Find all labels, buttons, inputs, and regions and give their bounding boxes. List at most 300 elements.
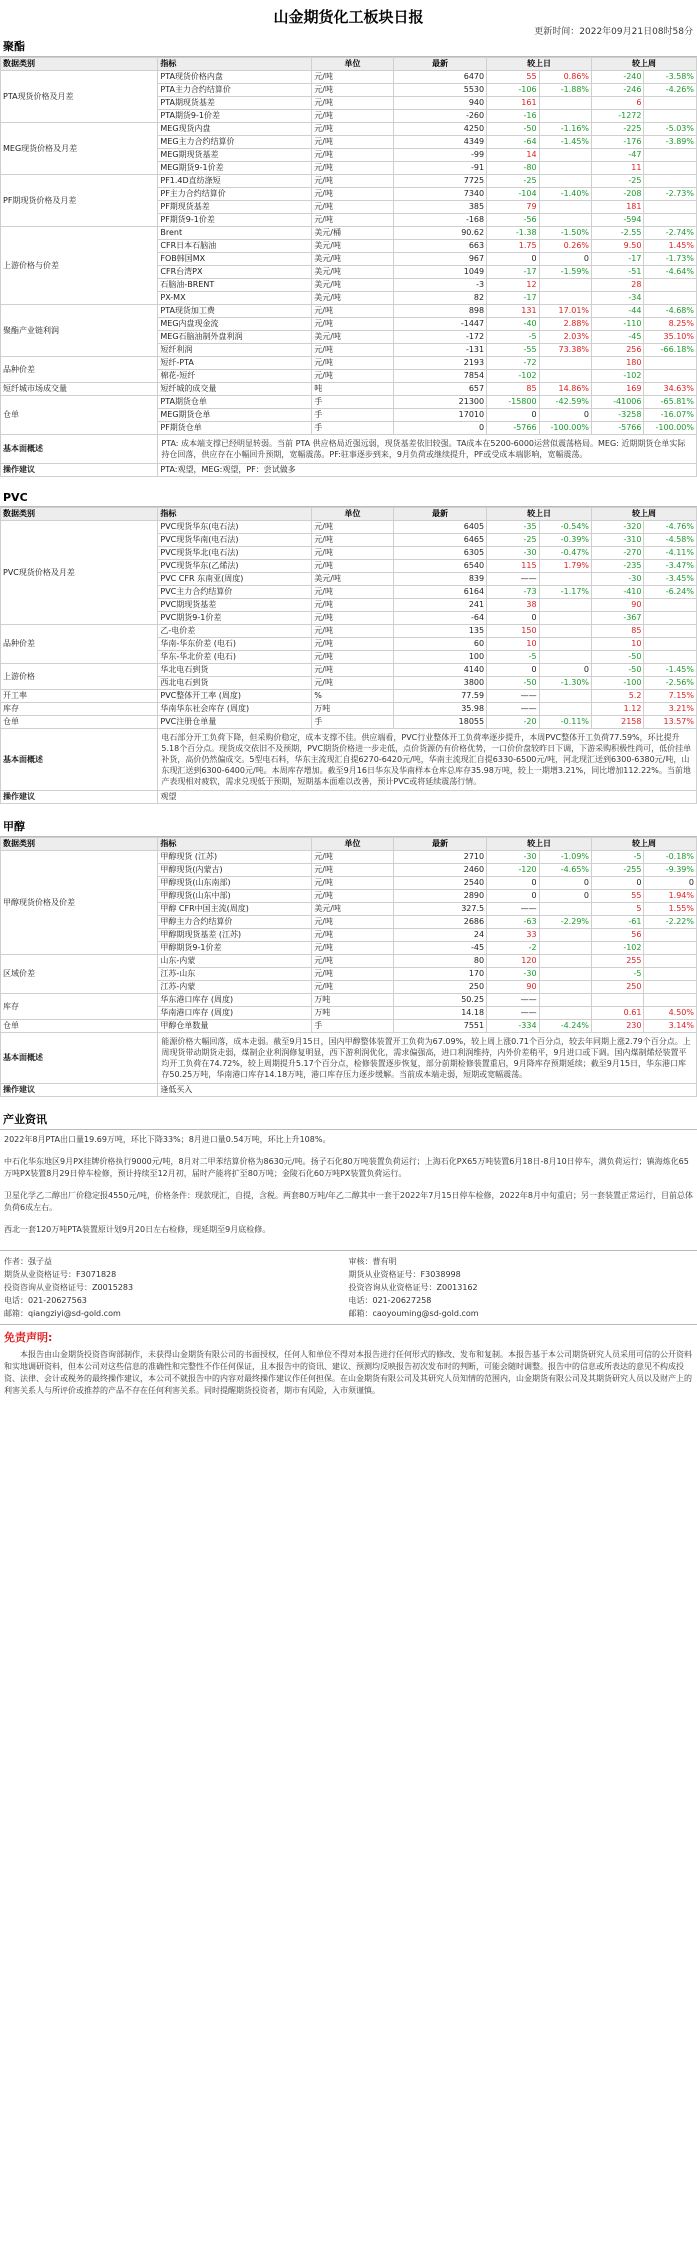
row-unit: 元/吨 bbox=[312, 955, 394, 968]
advice-label: 操作建议 bbox=[1, 791, 158, 804]
industry-paragraph: 2022年8月PTA出口量19.69万吨，环比下降33%；8月进口量0.54万吨，环比上升108%。 bbox=[4, 1135, 331, 1144]
author-line: 电话：021-20627563 bbox=[4, 1296, 87, 1305]
row-latest: 4250 bbox=[393, 123, 486, 136]
row-day-pct: 2.03% bbox=[539, 331, 591, 344]
row-unit: 元/吨 bbox=[312, 110, 394, 123]
row-indicator: PVC主力合约结算价 bbox=[158, 586, 312, 599]
advice-row bbox=[1, 1084, 697, 1097]
row-week-pct: 1.55% bbox=[644, 903, 697, 916]
row-day-pct: -0.54% bbox=[539, 521, 591, 534]
row-day-pct bbox=[539, 942, 591, 955]
row-day-change: -20 bbox=[487, 716, 539, 729]
row-group-label: PVC现货价格及月差 bbox=[1, 521, 158, 625]
row-week-change: -310 bbox=[592, 534, 644, 547]
row-day-change: -104 bbox=[487, 188, 539, 201]
row-day-change: 115 bbox=[487, 560, 539, 573]
row-indicator: 棉花-短纤 bbox=[158, 370, 312, 383]
row-day-change: -106 bbox=[487, 84, 539, 97]
row-unit: 元/吨 bbox=[312, 201, 394, 214]
row-latest: 385 bbox=[393, 201, 486, 214]
table-row bbox=[1, 955, 697, 968]
industry-info bbox=[0, 1130, 697, 1250]
advice-row bbox=[1, 464, 697, 477]
header-latest: 最新 bbox=[393, 508, 486, 521]
row-group-label: 品种价差 bbox=[1, 357, 158, 383]
section-polyester: 聚酯 bbox=[0, 36, 697, 57]
row-latest: 2540 bbox=[393, 877, 486, 890]
row-week-pct: -2.74% bbox=[644, 227, 697, 240]
row-week-change: 181 bbox=[592, 201, 644, 214]
header-unit: 单位 bbox=[312, 508, 394, 521]
row-latest: -260 bbox=[393, 110, 486, 123]
basic-text: PTA: 成本端支撑已经明显转弱。当前 PTA 供应格局近强远弱，现货基差依旧较强。TA成本在5200-6000运营似震荡格局。MEG: 近期期货仓单实际持仓回落，供应存在小幅回升预期，宽幅震荡。PF:驻事逐步到来，9月负荷或继续提升，PF或受成本端影响，宽幅震荡。 bbox=[158, 435, 697, 464]
row-week-pct: -4.26% bbox=[644, 84, 697, 97]
row-week-change: 90 bbox=[592, 599, 644, 612]
row-indicator: 短纤城的成交量 bbox=[158, 383, 312, 396]
row-group-label: 上游价格与价差 bbox=[1, 227, 158, 305]
row-week-change: 11 bbox=[592, 162, 644, 175]
row-day-pct bbox=[539, 981, 591, 994]
row-latest: 940 bbox=[393, 97, 486, 110]
row-week-change: -61 bbox=[592, 916, 644, 929]
row-day-change: -5766 bbox=[487, 422, 539, 435]
row-indicator: PF期货仓单 bbox=[158, 422, 312, 435]
row-latest: 82 bbox=[393, 292, 486, 305]
row-week-change: 5 bbox=[592, 903, 644, 916]
table-row bbox=[1, 71, 697, 84]
row-day-pct: 0 bbox=[539, 409, 591, 422]
row-week-change: -594 bbox=[592, 214, 644, 227]
row-day-pct bbox=[539, 149, 591, 162]
row-day-change: 38 bbox=[487, 599, 539, 612]
row-week-pct: 8.25% bbox=[644, 318, 697, 331]
header-category: 数据类别 bbox=[1, 838, 158, 851]
row-latest: 4349 bbox=[393, 136, 486, 149]
author-line: 投资咨询从业资格证号：Z0015283 bbox=[4, 1283, 134, 1292]
row-indicator: PVC现货华南(电石法) bbox=[158, 534, 312, 547]
row-day-change: 0 bbox=[487, 890, 539, 903]
row-group-label: 聚酯产业链利润 bbox=[1, 305, 158, 357]
row-day-change: -102 bbox=[487, 370, 539, 383]
row-week-change: -50 bbox=[592, 664, 644, 677]
row-week-change: 1.12 bbox=[592, 703, 644, 716]
row-day-change: 85 bbox=[487, 383, 539, 396]
row-indicator: 甲醇期现货基差 (江苏) bbox=[158, 929, 312, 942]
row-unit: 元/吨 bbox=[312, 625, 394, 638]
row-week-change: -5766 bbox=[592, 422, 644, 435]
row-week-change: -51 bbox=[592, 266, 644, 279]
row-group-label: 开工率 bbox=[1, 690, 158, 703]
row-day-pct bbox=[539, 703, 591, 716]
row-latest: -1447 bbox=[393, 318, 486, 331]
row-week-change: 250 bbox=[592, 981, 644, 994]
row-day-pct bbox=[539, 162, 591, 175]
row-day-pct bbox=[539, 292, 591, 305]
table-row bbox=[1, 994, 697, 1007]
row-latest: 250 bbox=[393, 981, 486, 994]
basic-label: 基本面概述 bbox=[1, 729, 158, 791]
row-day-change: —— bbox=[487, 573, 539, 586]
row-day-pct: -42.59% bbox=[539, 396, 591, 409]
row-day-change: 0 bbox=[487, 612, 539, 625]
row-group-label: 仓单 bbox=[1, 716, 158, 729]
row-indicator: 华南-华东价差 (电石) bbox=[158, 638, 312, 651]
row-latest: -3 bbox=[393, 279, 486, 292]
row-day-pct bbox=[539, 968, 591, 981]
update-time: 更新时间：2022年09月21日08时58分 bbox=[534, 27, 693, 37]
row-indicator: PF期货9-1价差 bbox=[158, 214, 312, 227]
advice-row bbox=[1, 791, 697, 804]
row-unit: 元/吨 bbox=[312, 877, 394, 890]
row-day-change: —— bbox=[487, 690, 539, 703]
row-week-pct bbox=[644, 994, 697, 1007]
row-indicator: PVC期货9-1价差 bbox=[158, 612, 312, 625]
header-category: 数据类别 bbox=[1, 58, 158, 71]
header-prev-week: 较上周 bbox=[592, 508, 697, 521]
table-header bbox=[1, 508, 697, 521]
row-week-pct bbox=[644, 625, 697, 638]
row-day-pct bbox=[539, 1007, 591, 1020]
row-day-pct: -0.47% bbox=[539, 547, 591, 560]
row-week-pct: 1.45% bbox=[644, 240, 697, 253]
row-latest: -172 bbox=[393, 331, 486, 344]
row-indicator: 华北电石到货 bbox=[158, 664, 312, 677]
row-week-change: -25 bbox=[592, 175, 644, 188]
row-week-pct bbox=[644, 599, 697, 612]
row-unit: 元/吨 bbox=[312, 638, 394, 651]
row-latest: 17010 bbox=[393, 409, 486, 422]
row-week-pct: -1.73% bbox=[644, 253, 697, 266]
row-latest: 2460 bbox=[393, 864, 486, 877]
row-unit: 元/吨 bbox=[312, 890, 394, 903]
row-indicator: PTA现货加工费 bbox=[158, 305, 312, 318]
row-indicator: 华东港口库存 (周度) bbox=[158, 994, 312, 1007]
row-week-change: -2.55 bbox=[592, 227, 644, 240]
row-week-change: -41006 bbox=[592, 396, 644, 409]
row-week-change: 10 bbox=[592, 638, 644, 651]
row-day-change: 0 bbox=[487, 253, 539, 266]
row-week-change: -208 bbox=[592, 188, 644, 201]
row-indicator: 乙-电价差 bbox=[158, 625, 312, 638]
row-day-change: -5 bbox=[487, 651, 539, 664]
row-day-change: -30 bbox=[487, 547, 539, 560]
row-day-change: -16 bbox=[487, 110, 539, 123]
row-day-pct: -1.88% bbox=[539, 84, 591, 97]
row-latest: 6405 bbox=[393, 521, 486, 534]
pvc-table bbox=[0, 507, 697, 804]
row-unit: 美元/吨 bbox=[312, 253, 394, 266]
row-week-pct: -3.89% bbox=[644, 136, 697, 149]
row-day-change: 0 bbox=[487, 664, 539, 677]
row-week-pct bbox=[644, 955, 697, 968]
header-unit: 单位 bbox=[312, 58, 394, 71]
header-unit: 单位 bbox=[312, 838, 394, 851]
row-week-pct: -100.00% bbox=[644, 422, 697, 435]
row-latest: 100 bbox=[393, 651, 486, 664]
row-latest: -45 bbox=[393, 942, 486, 955]
row-day-pct bbox=[539, 651, 591, 664]
row-day-change: -50 bbox=[487, 677, 539, 690]
section-industry-info: 产业资讯 bbox=[0, 1109, 697, 1130]
row-indicator: 甲醇 CFR中国主流(周度) bbox=[158, 903, 312, 916]
author-column bbox=[4, 1255, 349, 1320]
row-week-pct bbox=[644, 149, 697, 162]
row-latest: 839 bbox=[393, 573, 486, 586]
row-indicator: MEG内盘现金流 bbox=[158, 318, 312, 331]
row-indicator: 甲醇现货(内蒙古) bbox=[158, 864, 312, 877]
row-day-change: -80 bbox=[487, 162, 539, 175]
row-unit: 元/吨 bbox=[312, 214, 394, 227]
row-week-pct: -4.58% bbox=[644, 534, 697, 547]
row-indicator: PF期现货基差 bbox=[158, 201, 312, 214]
row-day-change: -25 bbox=[487, 534, 539, 547]
row-week-pct bbox=[644, 651, 697, 664]
row-day-pct bbox=[539, 214, 591, 227]
row-week-pct: 0 bbox=[644, 877, 697, 890]
row-week-change: -50 bbox=[592, 651, 644, 664]
row-week-change: -100 bbox=[592, 677, 644, 690]
row-unit: 元/吨 bbox=[312, 162, 394, 175]
row-day-change: 1.75 bbox=[487, 240, 539, 253]
row-unit: 元/吨 bbox=[312, 851, 394, 864]
row-latest: 24 bbox=[393, 929, 486, 942]
row-indicator: 短纤-PTA bbox=[158, 357, 312, 370]
row-unit: 元/吨 bbox=[312, 521, 394, 534]
row-week-pct bbox=[644, 638, 697, 651]
row-indicator: 山东-内蒙 bbox=[158, 955, 312, 968]
row-day-change: 0 bbox=[487, 877, 539, 890]
row-day-change: 90 bbox=[487, 981, 539, 994]
row-day-change: -63 bbox=[487, 916, 539, 929]
row-day-pct: 2.88% bbox=[539, 318, 591, 331]
table-row bbox=[1, 383, 697, 396]
header-indicator: 指标 bbox=[158, 58, 312, 71]
table-row bbox=[1, 664, 697, 677]
header-indicator: 指标 bbox=[158, 838, 312, 851]
header-indicator: 指标 bbox=[158, 508, 312, 521]
row-group-label: 甲醇现货价格及价差 bbox=[1, 851, 158, 955]
disclaimer-title: 免责声明: bbox=[4, 1331, 53, 1344]
row-latest: 7854 bbox=[393, 370, 486, 383]
row-week-change: -410 bbox=[592, 586, 644, 599]
row-week-change: 6 bbox=[592, 97, 644, 110]
table-row bbox=[1, 851, 697, 864]
row-day-change: 33 bbox=[487, 929, 539, 942]
row-week-change: -1272 bbox=[592, 110, 644, 123]
basic-text: 能源价格大幅回落，成本走弱。截至9月15日，国内甲醇整体装置开工负荷为67.09%，较上周上涨0.71个百分点，较去年同期上涨2.79个百分点。上周现货带动期货走弱，煤制企业利润修复明显，西下游利润优化，需求偏强高，进口利润维持，内外价差稍平，9月进口或下调。国内煤制烯烃装置平均开工负荷在74.72%，较上周期提升5.17个百分点，检修装置逐步恢复，部分前期检修装置重启，9月降库存预期延续；截至9月15日，华东港口库存50.25万吨，华南港口库存14.18万吨，港口库存压力逐步缓解。当前成本端走弱，短期或宽幅震荡。 bbox=[158, 1033, 697, 1084]
row-indicator: 华东-华北价差 (电石) bbox=[158, 651, 312, 664]
row-indicator: MEG现货内盘 bbox=[158, 123, 312, 136]
row-unit: 手 bbox=[312, 422, 394, 435]
row-week-change: 180 bbox=[592, 357, 644, 370]
row-week-pct: 3.21% bbox=[644, 703, 697, 716]
row-day-change: 10 bbox=[487, 638, 539, 651]
row-week-pct bbox=[644, 97, 697, 110]
basic-row bbox=[1, 729, 697, 791]
row-week-pct: -16.07% bbox=[644, 409, 697, 422]
row-day-pct: 0 bbox=[539, 877, 591, 890]
row-latest: 170 bbox=[393, 968, 486, 981]
row-day-pct: 0 bbox=[539, 253, 591, 266]
row-week-change: 56 bbox=[592, 929, 644, 942]
row-day-pct bbox=[539, 279, 591, 292]
row-latest: 5530 bbox=[393, 84, 486, 97]
row-day-pct: 0 bbox=[539, 664, 591, 677]
row-group-label: PF期现货价格及月差 bbox=[1, 175, 158, 227]
methanol-table bbox=[0, 837, 697, 1097]
row-indicator: PTA期货9-1价差 bbox=[158, 110, 312, 123]
row-unit: 元/吨 bbox=[312, 305, 394, 318]
row-week-change: -225 bbox=[592, 123, 644, 136]
row-day-pct: -100.00% bbox=[539, 422, 591, 435]
row-week-change: 256 bbox=[592, 344, 644, 357]
row-week-change: -176 bbox=[592, 136, 644, 149]
row-week-change: -240 bbox=[592, 71, 644, 84]
row-day-pct: -2.29% bbox=[539, 916, 591, 929]
header-prev-day: 较上日 bbox=[487, 58, 592, 71]
row-day-pct: -0.11% bbox=[539, 716, 591, 729]
row-latest: 18055 bbox=[393, 716, 486, 729]
row-day-change: 55 bbox=[487, 71, 539, 84]
row-unit: 元/吨 bbox=[312, 981, 394, 994]
row-day-pct bbox=[539, 690, 591, 703]
row-unit: 手 bbox=[312, 396, 394, 409]
row-week-pct bbox=[644, 929, 697, 942]
row-indicator: Brent bbox=[158, 227, 312, 240]
row-latest: 80 bbox=[393, 955, 486, 968]
row-day-change: -40 bbox=[487, 318, 539, 331]
row-week-change: 255 bbox=[592, 955, 644, 968]
row-week-pct: 13.57% bbox=[644, 716, 697, 729]
row-week-pct bbox=[644, 370, 697, 383]
row-day-pct bbox=[539, 955, 591, 968]
row-day-change: -5 bbox=[487, 331, 539, 344]
row-week-change: -34 bbox=[592, 292, 644, 305]
row-latest: 135 bbox=[393, 625, 486, 638]
row-unit: 元/吨 bbox=[312, 123, 394, 136]
row-unit: 元/吨 bbox=[312, 149, 394, 162]
row-day-change: -73 bbox=[487, 586, 539, 599]
row-latest: 35.98 bbox=[393, 703, 486, 716]
row-latest: -91 bbox=[393, 162, 486, 175]
row-week-pct bbox=[644, 201, 697, 214]
header-prev-day: 较上日 bbox=[487, 508, 592, 521]
row-day-change: -1.38 bbox=[487, 227, 539, 240]
report-title: 山金期货化工板块日报 bbox=[273, 8, 424, 26]
row-latest: -99 bbox=[393, 149, 486, 162]
header-prev-day: 较上日 bbox=[487, 838, 592, 851]
row-day-change: -55 bbox=[487, 344, 539, 357]
header-latest: 最新 bbox=[393, 58, 486, 71]
row-unit: 手 bbox=[312, 409, 394, 422]
table-row bbox=[1, 1020, 697, 1033]
table-header bbox=[1, 838, 697, 851]
row-day-pct: -1.09% bbox=[539, 851, 591, 864]
row-day-pct: -1.40% bbox=[539, 188, 591, 201]
row-indicator: PF1.4D直纺涤短 bbox=[158, 175, 312, 188]
row-latest: 6465 bbox=[393, 534, 486, 547]
row-latest: 60 bbox=[393, 638, 486, 651]
row-day-pct: 0 bbox=[539, 890, 591, 903]
advice-text: 观望 bbox=[158, 791, 697, 804]
table-row bbox=[1, 521, 697, 534]
row-day-change: -17 bbox=[487, 292, 539, 305]
table-row bbox=[1, 396, 697, 409]
row-indicator: 甲醇现货(山东中部) bbox=[158, 890, 312, 903]
row-day-pct bbox=[539, 929, 591, 942]
header-latest: 最新 bbox=[393, 838, 486, 851]
row-week-change: -102 bbox=[592, 370, 644, 383]
row-day-change: -35 bbox=[487, 521, 539, 534]
row-week-change: 9.50 bbox=[592, 240, 644, 253]
row-latest: -168 bbox=[393, 214, 486, 227]
row-unit: 元/吨 bbox=[312, 370, 394, 383]
header-prev-week: 较上周 bbox=[592, 58, 697, 71]
row-week-change: -367 bbox=[592, 612, 644, 625]
row-unit: 元/吨 bbox=[312, 547, 394, 560]
row-week-pct bbox=[644, 968, 697, 981]
row-day-pct: 73.38% bbox=[539, 344, 591, 357]
author-line: 期货从业资格证号：F3071828 bbox=[4, 1270, 117, 1279]
row-week-change bbox=[592, 994, 644, 1007]
row-week-pct: -6.24% bbox=[644, 586, 697, 599]
row-week-pct: -2.22% bbox=[644, 916, 697, 929]
advice-text: 逢低买入 bbox=[158, 1084, 697, 1097]
row-unit: 元/吨 bbox=[312, 929, 394, 942]
row-latest: 241 bbox=[393, 599, 486, 612]
table-row bbox=[1, 625, 697, 638]
row-latest: 898 bbox=[393, 305, 486, 318]
author-line: 电话：021-20627258 bbox=[348, 1296, 432, 1305]
row-day-pct: -4.65% bbox=[539, 864, 591, 877]
industry-paragraph: 中石化华东地区9月PX挂牌价格执行9000元/吨，8月对二甲苯结算价格为8630元/吨。扬子石化80万吨装置负荷运行；上海石化PX65万吨装置6月18日-8月10日停车，满负荷运行；镇海炼化65万吨PX装置8月29日停车检修，预计持续至12月初，届时产能将扩至80万吨；金陵石化60万吨PX装置负荷运行。 bbox=[4, 1157, 689, 1178]
row-indicator: PVC期现货基差 bbox=[158, 599, 312, 612]
row-unit: 美元/吨 bbox=[312, 331, 394, 344]
row-indicator: PVC注册仓单量 bbox=[158, 716, 312, 729]
row-week-pct: 34.63% bbox=[644, 383, 697, 396]
basic-label: 基本面概述 bbox=[1, 435, 158, 464]
row-week-change: 230 bbox=[592, 1020, 644, 1033]
row-indicator: 石脑油-BRENT bbox=[158, 279, 312, 292]
author-line: 作者：强子益 bbox=[4, 1257, 52, 1266]
author-line: 邮箱：caoyouming@sd-gold.com bbox=[348, 1309, 479, 1318]
row-unit: 元/吨 bbox=[312, 916, 394, 929]
industry-paragraph: 西北一套120万吨PTA装置原计划9月20日左右检修，现延期至9月底检修。 bbox=[4, 1225, 271, 1234]
row-latest: 77.59 bbox=[393, 690, 486, 703]
row-day-change: —— bbox=[487, 903, 539, 916]
row-week-pct bbox=[644, 942, 697, 955]
header-category: 数据类别 bbox=[1, 508, 158, 521]
row-day-pct: 0.26% bbox=[539, 240, 591, 253]
row-unit: 元/吨 bbox=[312, 612, 394, 625]
row-latest: 7725 bbox=[393, 175, 486, 188]
table-row bbox=[1, 305, 697, 318]
basic-text: 电石部分开工负荷下降，但采购价稳定，成本支撑不佳。供应端看，PVC行业整体开工负荷率逐步提升，本周PVC整体开工负荷77.59%，环比提升5.18个百分点。现货成交依旧不及预期，PVC期货价格进一步走低，点价货源仍有价格优势，一口价价盘较昨日下调，下游采购积极性尚可，低价挂单补货，高价仍然偏成交。5型电石料，华东主流现汇自提6270-6420元/吨，华南主流现汇自提6330-6500元/吨，河北现汇送到6300-6380元/吨，山东现汇送到6300-6400元/吨。本周库存增加。截至9月16日华东及华南样本仓库总库存35.98万吨，较上一期增3.21%，同比增加112.22%。当前地产表现相对疲软，需求兑现低于预期，短期基本面难以改善，预计PVC或将延续震荡行情。 bbox=[158, 729, 697, 791]
row-week-pct: 4.50% bbox=[644, 1007, 697, 1020]
row-unit: 吨 bbox=[312, 383, 394, 396]
row-indicator: 华南港口库存 (周度) bbox=[158, 1007, 312, 1020]
row-day-pct: 0.86% bbox=[539, 71, 591, 84]
row-indicator: 甲醇仓单数量 bbox=[158, 1020, 312, 1033]
row-indicator: 西北电石到货 bbox=[158, 677, 312, 690]
row-week-pct: -2.56% bbox=[644, 677, 697, 690]
row-latest: 7551 bbox=[393, 1020, 486, 1033]
row-indicator: PVC现货华北(电石法) bbox=[158, 547, 312, 560]
row-latest: 6164 bbox=[393, 586, 486, 599]
row-group-label: 仓单 bbox=[1, 1020, 158, 1033]
row-day-pct bbox=[539, 638, 591, 651]
row-latest: 2686 bbox=[393, 916, 486, 929]
